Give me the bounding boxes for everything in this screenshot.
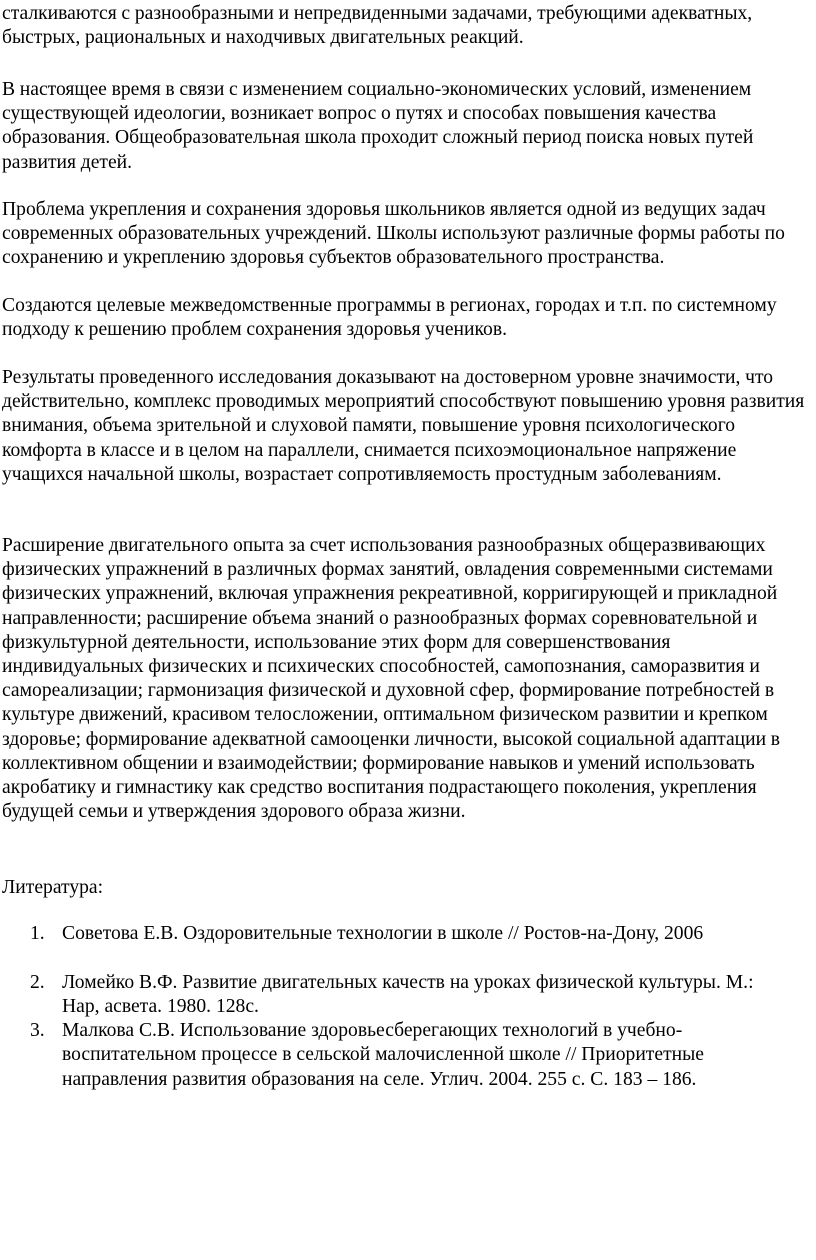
literature-item-number: 3. [30,1020,45,1042]
literature-item-text: Малкова С.В. Использование здоровьесберегающих технологий в учебно-воспитательном процессе в сельской малочисленной школе // Приоритетные направления развития образования на селе. Углич. 2004. 255 с. С. 183 – 186. [62,1020,704,1090]
literature-item-number: 2. [30,971,45,993]
paragraph-education-quality: В настоящее время в связи с изменением социально-экономических условий, изменением существующей идеологии, возникает вопрос о путях и способах повышения качества образования. Общеобразовательная школа проходит сложный период поиска новых путей развития детей. [2,79,754,173]
literature-list [0,922,816,1092]
literature-item-text: Ломейко В.Ф. Развитие двигательных качеств на уроках физической культуры. М.: Нар, асвета. 1980. 128с. [62,971,754,1017]
literature-item [0,922,816,946]
paragraph-programs: Создаются целевые межведомственные программы в регионах, городах и т.п. по системному подходу к решению проблем сохранения здоровья учеников. [2,295,777,341]
paragraph-results: Результаты проведенного исследования доказывают на достоверном уровне значимости, что действительно, комплекс проводимых мероприятий способствуют повышению уровня развития внимания, объема зрительной и слуховой памяти, повышение уровня психологического комфорта в классе и в целом на параллели, снимается психоэмоциональное напряжение учащихся начальной школы, возрастает сопротивляемость простудным заболеваниям. [2,367,805,485]
literature-item-number: 1. [30,923,45,944]
literature-item-text: Советова Е.В. Оздоровительные технологии в школе // Ростов-на-Дону, 2006 [62,923,704,944]
literature-item [0,1019,816,1092]
paragraph-continuation: сталкиваются с разнообразными и непредвиденными задачами, требующими адекватных, быстрых, рациональных и находчивых двигательных реакций. [2,3,753,49]
literature-heading: Литература: [2,877,104,898]
paragraph-motor-experience: Расширение двигательного опыта за счет использования разнообразных общеразвивающих физических упражнений в различных формах занятий, овладения современными системами физических упражнений, включая упражнения рекреативной, корригирующей и прикладной направленности; расширение объема знаний о разнообразных формах соревновательной и физкультурной деятельности, использование этих форм для совершенствования индивидуальных физических и психических способностей, самопознания, саморазвития и самореализации; гармонизация физической и духовной сфер, формирование потребностей в культуре движений, красивом телосложении, оптимальном физическом развитии и крепком здоровье; формирование адекватной самооценки личности, высокой социальной адаптации в коллективном общении и взаимодействии; формирование навыков и умений использовать акробатику и гимнастику как средство воспитания подрастающего поколения, укрепления будущей семьи и утверждения здорового образа жизни. [2,535,781,823]
paragraph-health-problem: Проблема укрепления и сохранения здоровья школьников является одной из ведущих задач современных образовательных учреждений. Школы используют различные формы работы по сохранению и укреплению здоровья субъектов образовательного пространства. [2,199,785,269]
literature-item [0,971,816,1019]
